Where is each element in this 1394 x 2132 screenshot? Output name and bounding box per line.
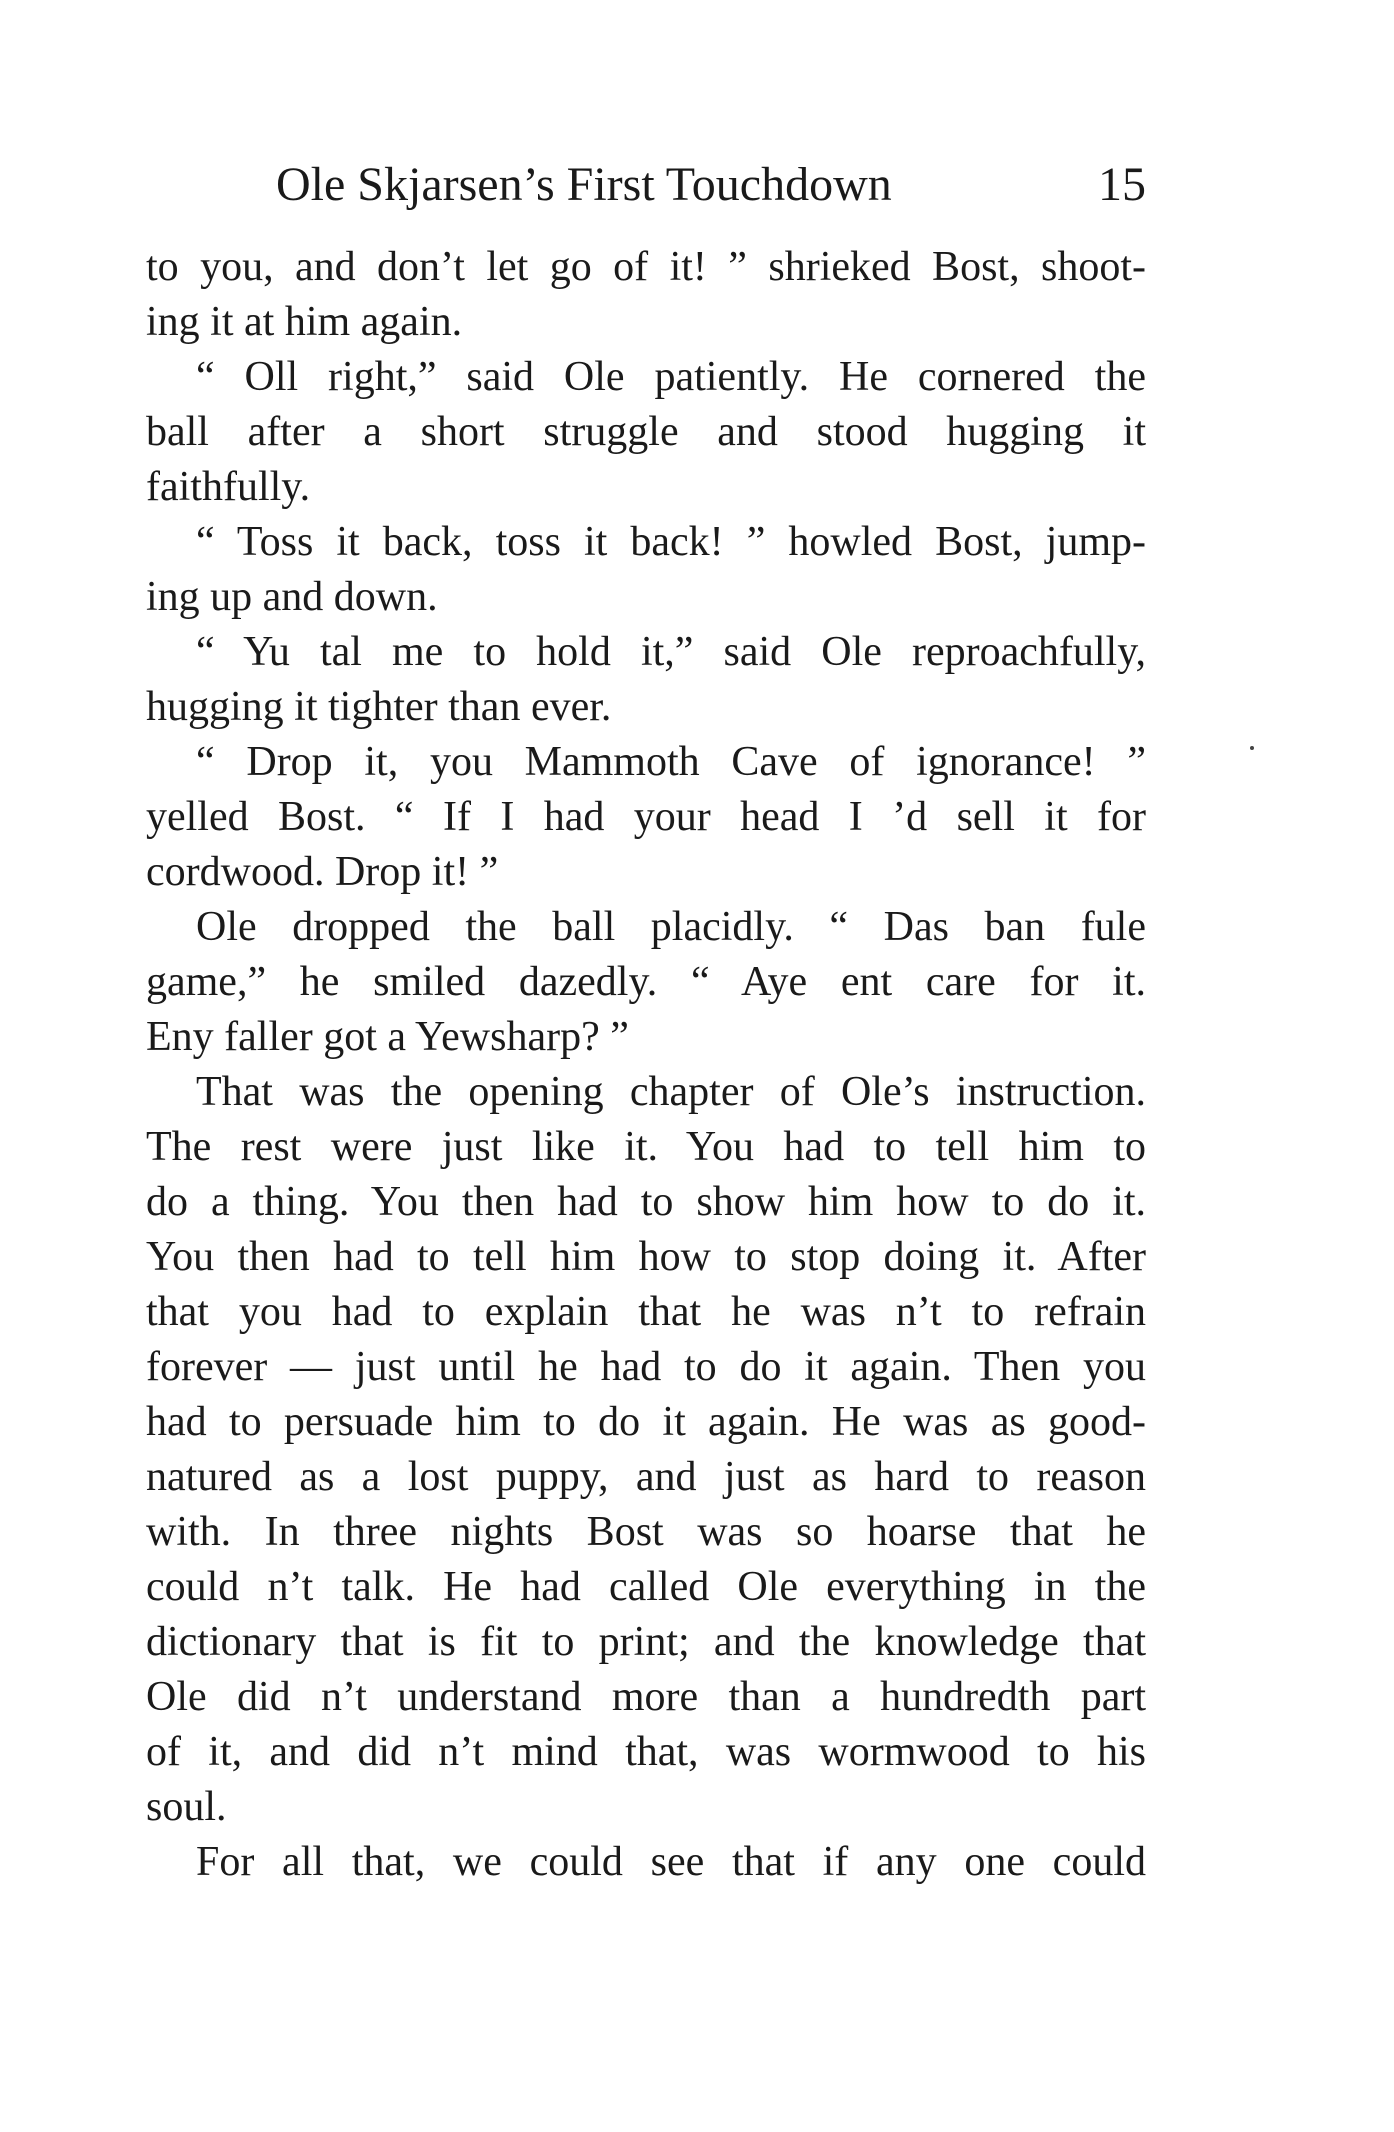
- text-line: Ole did n’t understand more than a hundredth part: [146, 1674, 1146, 1720]
- text-line: “ Drop it, you Mammoth Cave of ignorance! ”: [196, 739, 1146, 785]
- text-line: faithfully.: [146, 464, 311, 510]
- paper-speck: [1250, 746, 1254, 750]
- running-title: Ole Skjarsen’s First Touchdown: [276, 158, 892, 211]
- text-line: forever — just until he had to do it again. Then you: [146, 1344, 1146, 1390]
- text-line: game,” he smiled dazedly. “ Aye ent care for it.: [146, 959, 1146, 1005]
- text-line: had to persuade him to do it again. He was as good-: [146, 1399, 1146, 1445]
- text-line: could n’t talk. He had called Ole everything in the: [146, 1564, 1146, 1610]
- text-line: do a thing. You then had to show him how to do it.: [146, 1179, 1146, 1225]
- text-line: ing it at him again.: [146, 299, 463, 345]
- text-line: Ole dropped the ball placidly. “ Das ban fule: [196, 904, 1146, 950]
- running-head: [276, 150, 1146, 220]
- text-line: hugging it tighter than ever.: [146, 684, 612, 730]
- text-line: You then had to tell him how to stop doing it. After: [146, 1234, 1146, 1280]
- text-line: yelled Bost. “ If I had your head I ’d sell it for: [146, 794, 1146, 840]
- text-line: dictionary that is fit to print; and the knowledge that: [146, 1619, 1146, 1665]
- body-text: [146, 240, 1146, 1890]
- text-line: “ Oll right,” said Ole patiently. He cornered the: [196, 354, 1146, 400]
- text-line: Eny faller got a Yewsharp? ”: [146, 1014, 629, 1060]
- text-line: The rest were just like it. You had to tell him to: [146, 1124, 1146, 1170]
- text-line: of it, and did n’t mind that, was wormwood to his: [146, 1729, 1146, 1775]
- text-line: “ Toss it back, toss it back! ” howled Bost, jump-: [196, 519, 1146, 565]
- text-line: “ Yu tal me to hold it,” said Ole reproachfully,: [196, 629, 1146, 675]
- text-line: that you had to explain that he was n’t to refrain: [146, 1289, 1146, 1335]
- text-line: ing up and down.: [146, 574, 438, 620]
- text-line: ball after a short struggle and stood hugging it: [146, 409, 1146, 455]
- text-line: That was the opening chapter of Ole’s instruction.: [196, 1069, 1146, 1115]
- page-number: 15: [1098, 158, 1146, 211]
- text-line: soul.: [146, 1784, 227, 1830]
- text-line: to you, and don’t let go of it! ” shrieked Bost, shoot-: [146, 244, 1146, 290]
- text-line: natured as a lost puppy, and just as hard to reason: [146, 1454, 1146, 1500]
- text-line: For all that, we could see that if any one could: [196, 1839, 1146, 1885]
- text-line: with. In three nights Bost was so hoarse that he: [146, 1509, 1146, 1555]
- text-line: cordwood. Drop it! ”: [146, 849, 499, 895]
